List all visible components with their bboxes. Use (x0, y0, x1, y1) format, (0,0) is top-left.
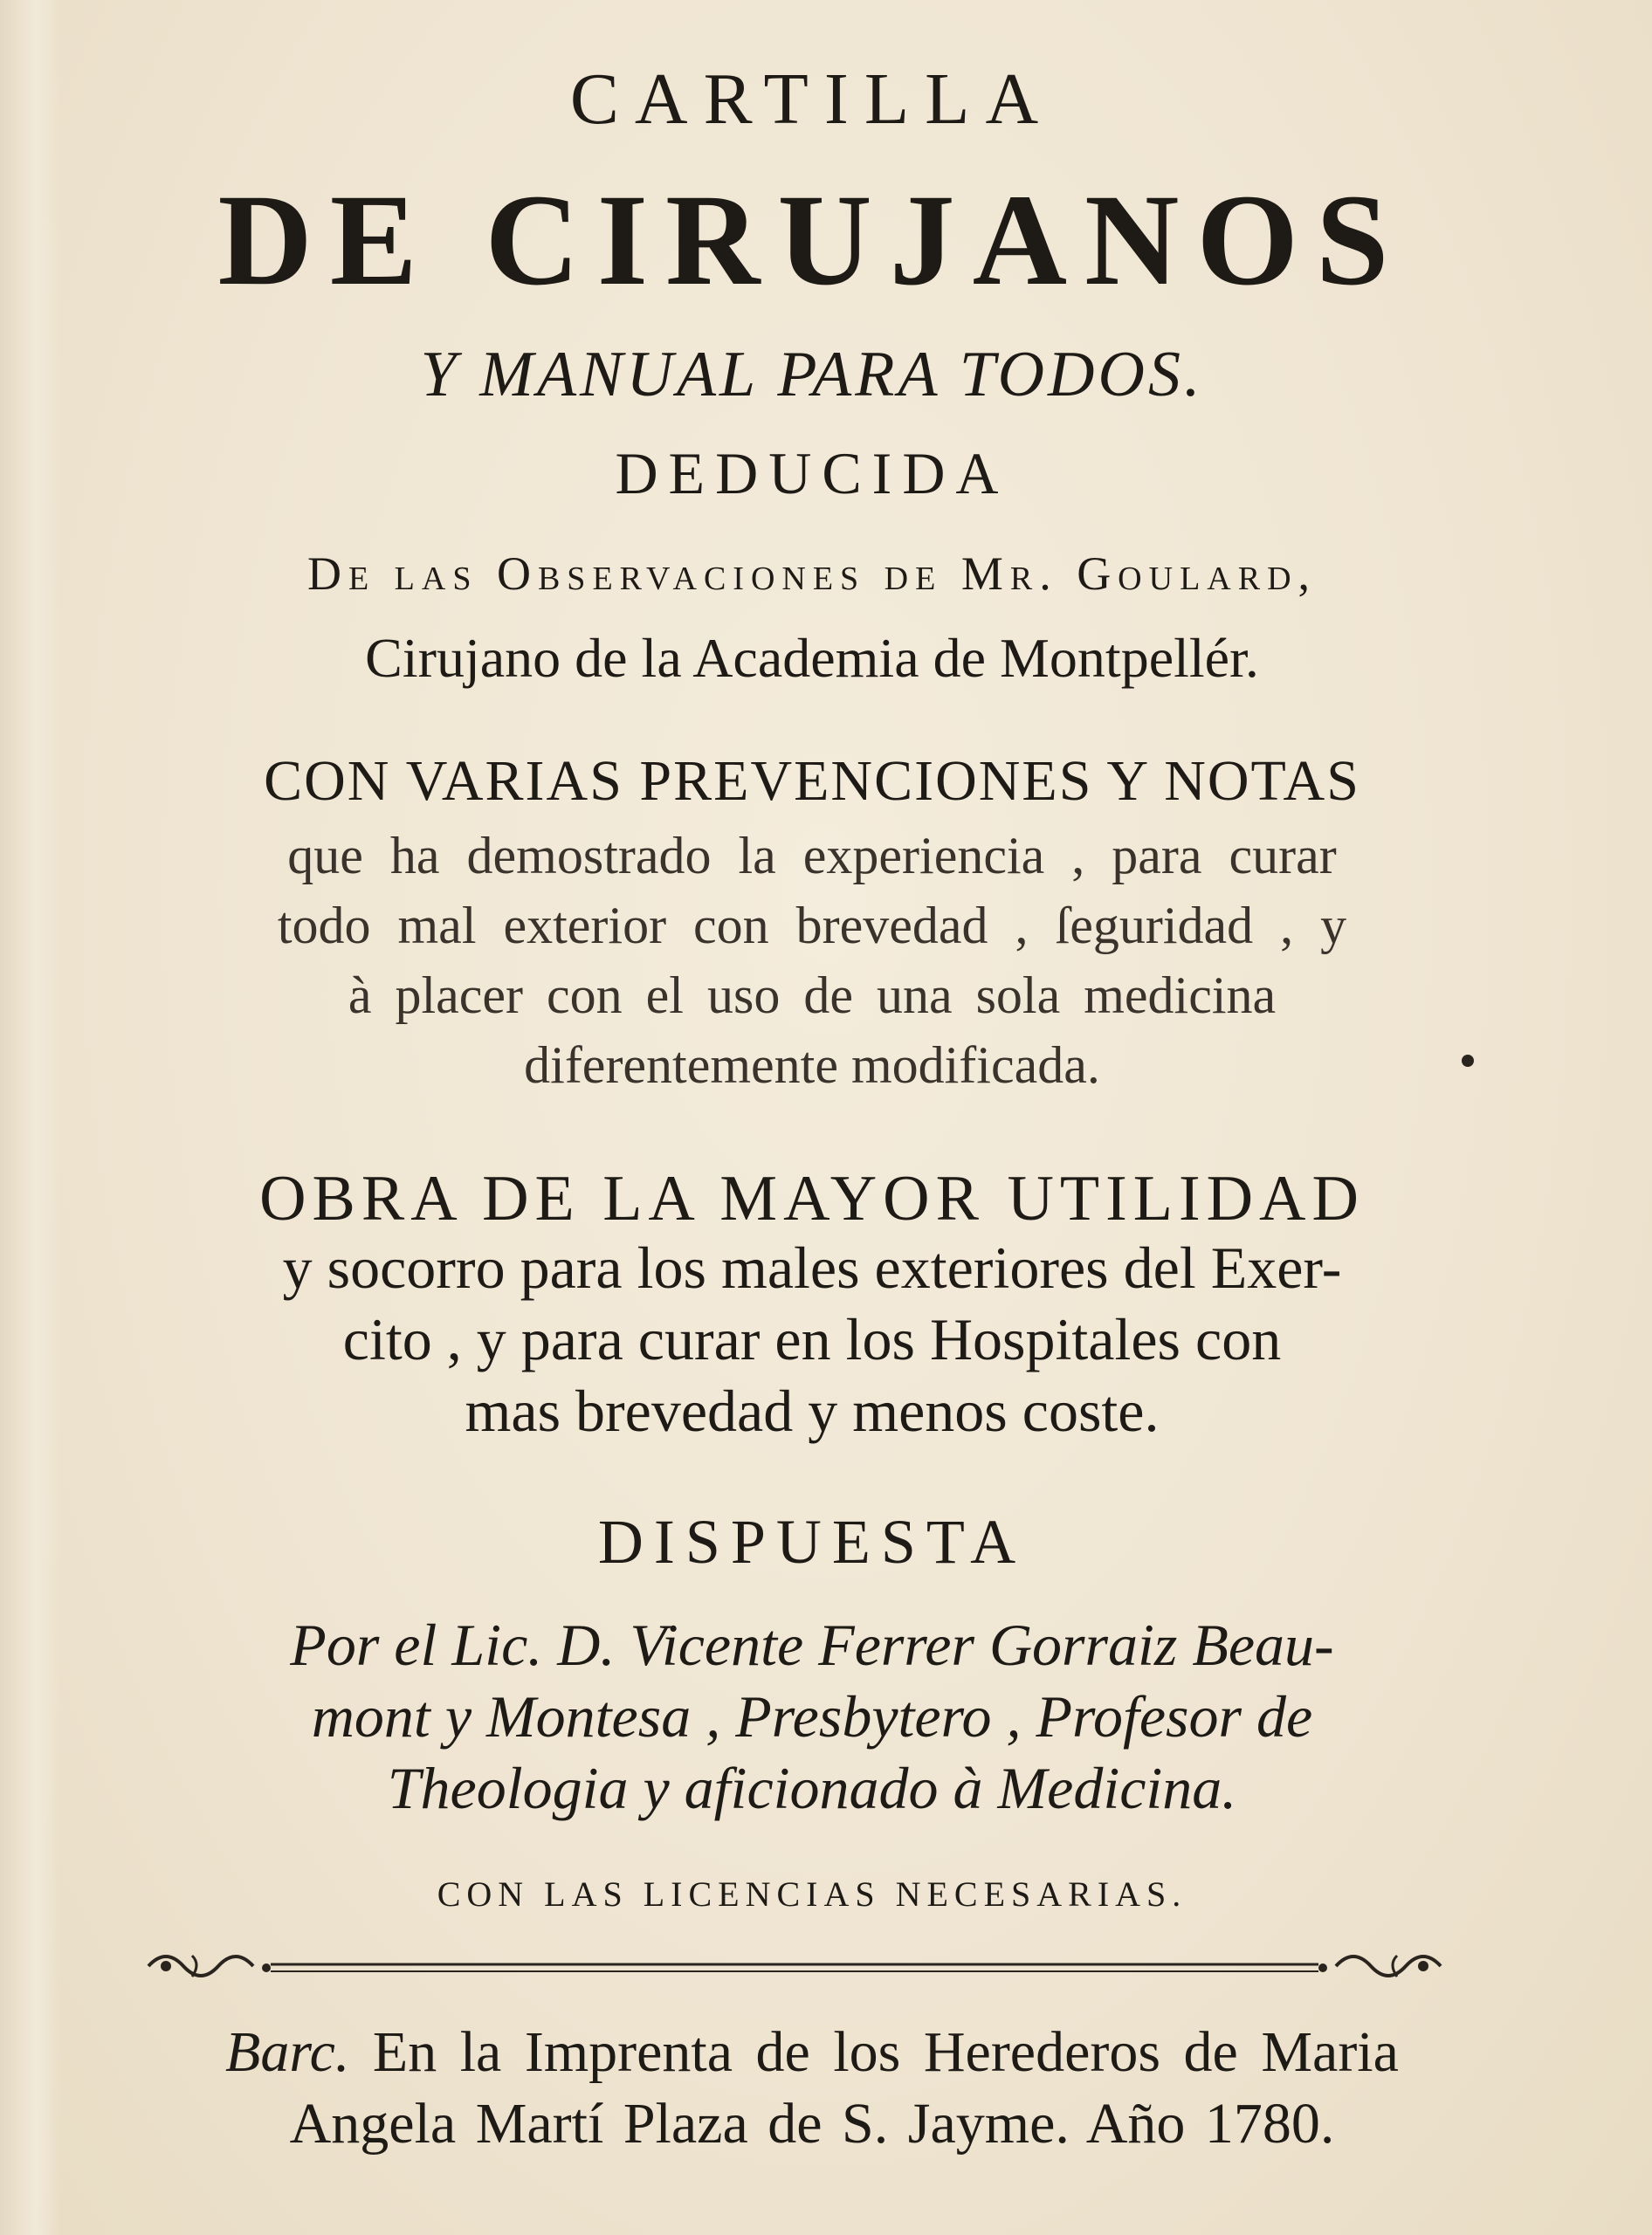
para1-line2: que ha demostrado la experiencia , para curar (287, 827, 1337, 884)
imprint-line2: Angela Martí Plaza de S. Jayme. Año 1780. (289, 2092, 1335, 2156)
imprint-line1 (122, 2020, 1502, 2084)
source-cirujano: Cirujano de la Academia de Montpellér. (365, 627, 1259, 689)
ornament-divider-icon (140, 1938, 1449, 1991)
para1-line1: CON VARIAS PREVENCIONES Y NOTAS (264, 749, 1360, 813)
para2-line3: cito , y para curar en los Hospitales con (342, 1306, 1282, 1372)
author-line2: mont y Montesa , Presbytero , Profesor de (311, 1683, 1313, 1750)
title-line-cartilla: CARTILLA (569, 58, 1055, 140)
heading-dispuesta: DISPUESTA (597, 1507, 1027, 1577)
ink-blot (1462, 1055, 1474, 1067)
subtitle-manual: Y MANUAL PARA TODOS. (420, 339, 1204, 410)
page-edge (0, 0, 61, 2235)
imprint-abbr: Barc. (225, 2020, 350, 2084)
para2-line1: OBRA DE LA MAYOR UTILIDAD (259, 1163, 1365, 1234)
licencias-line: CON LAS LICENCIAS NECESARIAS. (437, 1874, 1187, 1914)
author-line3: Theologia y aficionado à Medicina. (387, 1755, 1237, 1821)
author-line1: Por el Lic. D. Vicente Ferrer Gorraiz Beau- (290, 1612, 1334, 1678)
title-line-de-cirujanos: DE CIRUJANOS (217, 168, 1407, 313)
imprint-rest: En la Imprenta de los Herederos de Maria (372, 2020, 1399, 2084)
para1-line4: à placer con el uso de una sola medicina (348, 966, 1277, 1024)
heading-deducida: DEDUCIDA (615, 440, 1009, 506)
source-observaciones: De las Observaciones de Mr. Goulard, (306, 547, 1318, 600)
para2-line2: y socorro para los males exteriores del Exer- (282, 1234, 1342, 1301)
para1-line3: todo mal exterior con brevedad , ſeguridad , y (277, 897, 1347, 954)
para1-line5: diferentemente modificada. (524, 1036, 1100, 1094)
para2-line4: mas brevedad y menos coste. (465, 1378, 1160, 1444)
